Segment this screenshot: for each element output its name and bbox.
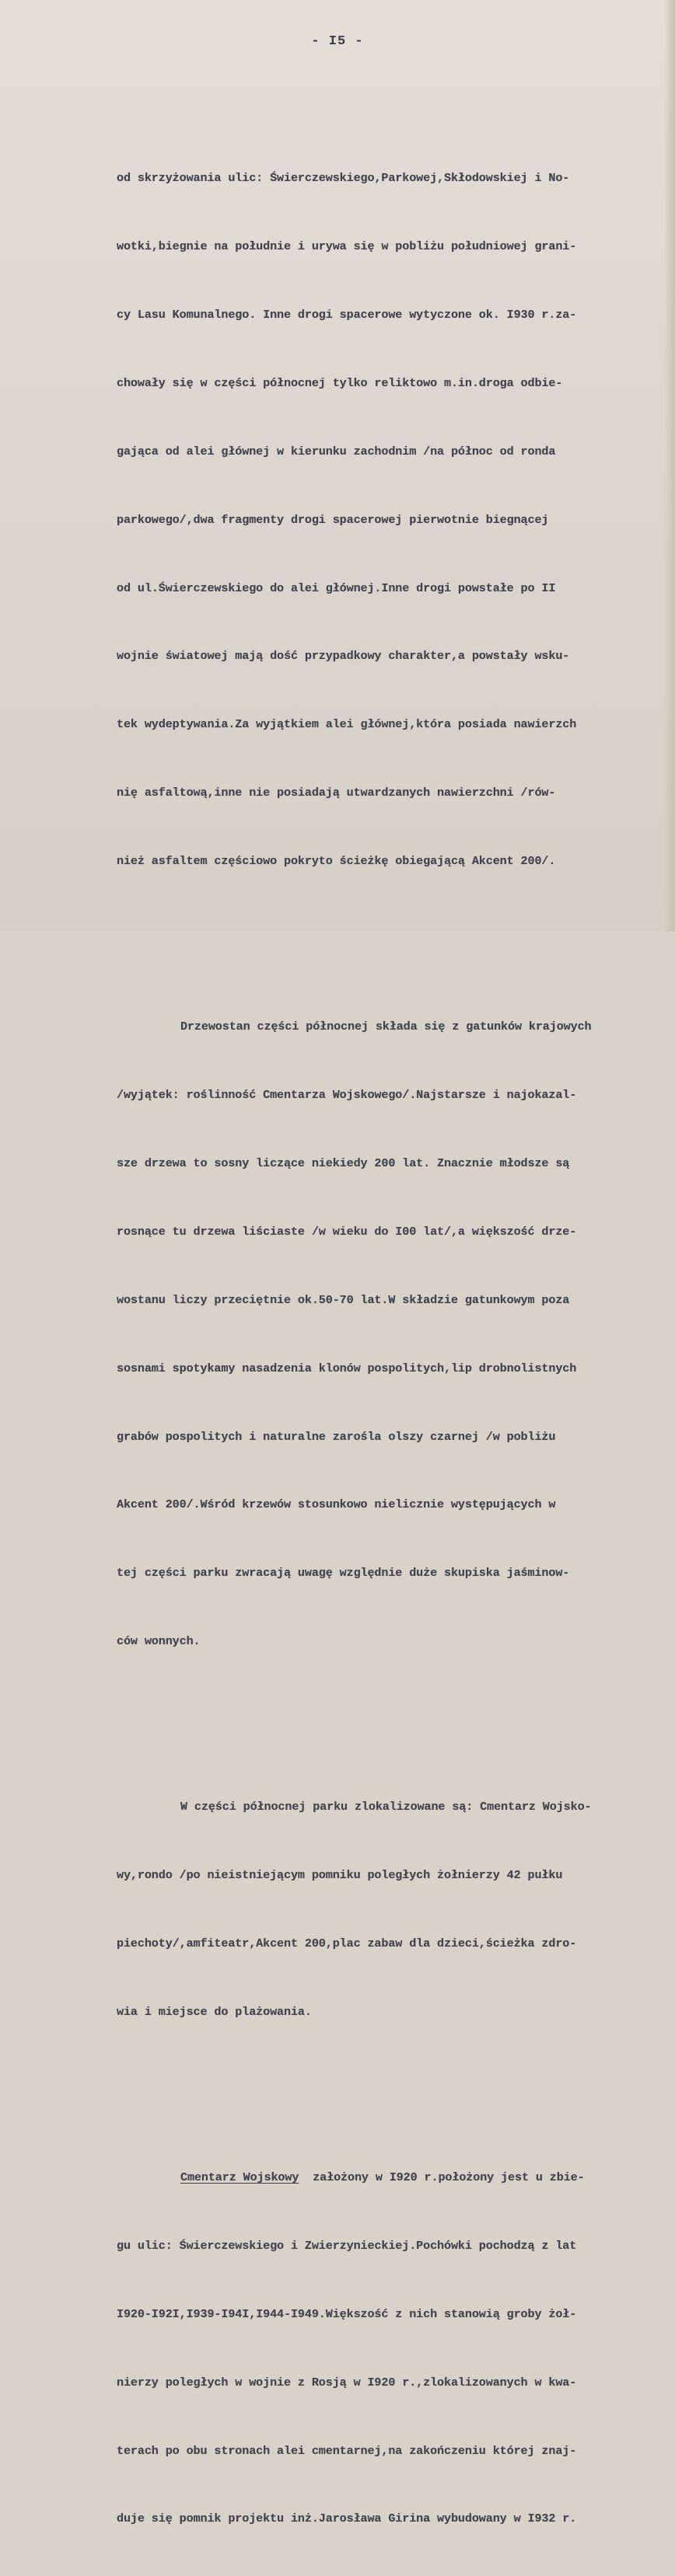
- section-heading: Cmentarz Wojskowy: [180, 2170, 299, 2185]
- text-line: terach po obu stronach alei cmentarnej,na zakończeniu której znaj-: [117, 2443, 577, 2458]
- page-number: - I5 -: [311, 34, 364, 49]
- text-line: gająca od alei głównej w kierunku zachodnim /na północ od ronda: [117, 444, 556, 458]
- text-line: cy Lasu Komunalnego. Inne drogi spacerowe wytyczone ok. I930 r.za-: [117, 307, 577, 322]
- paragraph-gap: [117, 2069, 673, 2076]
- text-line: wy,rondo /po nieistniejącym pomniku poległych żołnierzy 42 pułku: [117, 1868, 563, 1883]
- text-line: parkowego/,dwa fragmenty drogi spacerowej pierwotnie biegnącej: [117, 512, 549, 527]
- text-line: gu ulic: Świerczewskiego i Zwierzynieckiej.Pochówki pochodzą z lat: [117, 2238, 577, 2253]
- text-line: od skrzyżowania ulic: Świerczewskiego,Parkowej,Skłodowskiej i No-: [117, 171, 570, 186]
- text-line-rest: założony w I920 r.położony jest u zbie-: [299, 2170, 585, 2185]
- text-line: grabów pospolitych i naturalne zarośla olszy czarnej /w pobliżu: [117, 1429, 556, 1444]
- text-line: ców wonnych.: [117, 1634, 201, 1649]
- text-line: nież asfaltem częściowo pokryto ścieżkę obiegającą Akcent 200/.: [117, 854, 556, 869]
- text-line: tek wydeptywania.Za wyjątkiem alei głównej,która posiada nawierzch: [117, 717, 577, 732]
- text-line: sze drzewa to sosny liczące niekiedy 200 lat. Znacznie młodsze są: [117, 1156, 570, 1170]
- text-line: rosnące tu drzewa liściaste /w wieku do I00 lat/,a większość drze-: [117, 1224, 577, 1239]
- paragraph-gap: [117, 919, 673, 925]
- text-line: wia i miejsce do plażowania.: [117, 2004, 312, 2019]
- paragraph-gap: [117, 1699, 673, 1705]
- text-line: wotki,biegnie na południe i urywa się w pobliżu południowej grani-: [117, 239, 577, 254]
- text-line: I920-I92I,I939-I94I,I944-I949.Większość z nich stanowią groby żoł-: [117, 2306, 577, 2321]
- text-line: od ul.Świerczewskiego do alei głównej.Inne drogi powstałe po II: [117, 580, 556, 595]
- text-line: tej części parku zwracają uwagę względnie duże skupiska jaśminow-: [117, 1566, 570, 1581]
- text-line: Drzewostan części północnej składa się z gatunków krajowych: [180, 1020, 592, 1034]
- text-line-with-heading: [117, 2166, 673, 2189]
- text-line: nię asfaltową,inne nie posiadają utwardzanych nawierzchni /rów-: [117, 786, 556, 800]
- text-line: nierzy poległych w wojnie z Rosją w I920 r.,zlokalizowanych w kwa-: [117, 2375, 577, 2390]
- text-line: W części północnej parku zlokalizowane są: Cmentarz Wojsko-: [180, 1800, 592, 1814]
- text-line: duje się pomnik projektu inż.Jarosława Girina wybudowany w I932 r.: [117, 2512, 577, 2526]
- text-line: sosnami spotykamy nasadzenia klonów pospolitych,lip drobnolistnych: [117, 1361, 577, 1375]
- text-line: piechoty/,amfiteatr,Akcent 200,plac zabaw dla dzieci,ścieżka zdro-: [117, 1936, 577, 1951]
- text-line: wostanu liczy przeciętnie ok.50-70 lat.W składzie gatunkowym poza: [117, 1292, 570, 1307]
- document-body: [117, 76, 673, 2576]
- text-line: wojnie światowej mają dość przypadkowy charakter,a powstały wsku-: [117, 649, 570, 664]
- text-line: /wyjątek: roślinność Cmentarza Wojskowego/.Najstarsze i najokazal-: [117, 1088, 577, 1103]
- text-line: chowały się w części północnej tylko reliktowo m.in.droga odbie-: [117, 375, 563, 390]
- text-line: Akcent 200/.Wśród krzewów stosunkowo nielicznie występujących w: [117, 1497, 556, 1512]
